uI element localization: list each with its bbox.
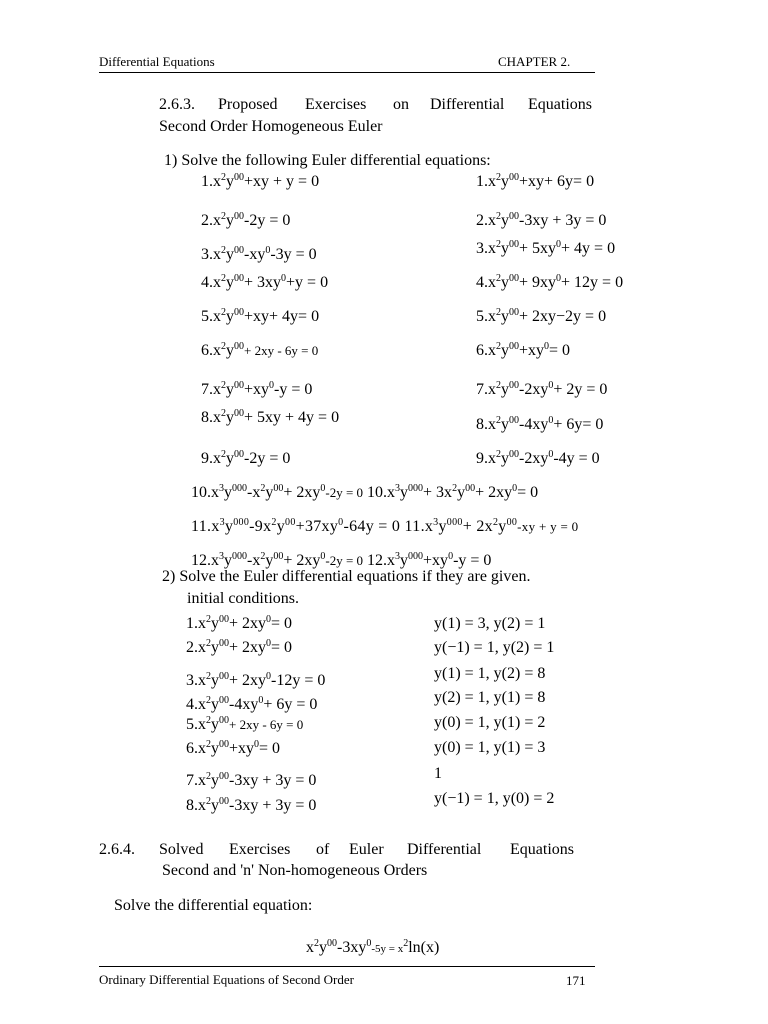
initial-conditions: 1	[434, 765, 442, 782]
initial-conditions: y(−1) = 1, y(2) = 1	[434, 639, 555, 656]
heading-word: of	[316, 841, 330, 858]
equation-line: $12.x^3y^{000}-x^2y^{00}+ 2xy^0-2y = 0$ $12.x^3y^{000}+xy^0-y = 0$	[191, 551, 492, 569]
main-equation: $x^2y^{00}-3xy^0-5y = x^2\ln(x)$	[306, 938, 440, 956]
initial-conditions: y(−1) = 1, y(0) = 2	[434, 790, 555, 807]
equation-item: $9.x^2y^{00}-2y = 0$	[201, 449, 291, 467]
exercise-prompt: 2) Solve the Euler differential equations if they are given.	[162, 568, 531, 585]
ivp-equation: $4.x^2y^{00}-4xy^0+ 6y = 0$	[186, 695, 318, 713]
equation-item: $5.x^2y^{00}+ 2xy-2y = 0$	[476, 307, 607, 325]
equation-item: $9.x^2y^{00}-2xy^0-4y = 0$	[476, 449, 600, 467]
heading-word: Euler	[349, 841, 384, 858]
equation-item: $6.x^2y^{00}+ 2xy - 6y = 0$	[201, 341, 319, 359]
exercise-prompt-continued: initial conditions.	[187, 590, 299, 607]
initial-conditions: y(0) = 1, y(1) = 2	[434, 714, 546, 731]
equation-line: $11.x^3y^{000}-9x^2y^{00}+37xy^0-64y = 0$ $11.x^3y^{000}+ 2x^2y^{00}-xy + y = 0$	[191, 517, 579, 535]
ivp-equation: $5.x^2y^{00}+ 2xy - 6y = 0$	[186, 715, 304, 733]
heading-word: Differential	[430, 96, 505, 113]
equation-item: $7.x^2y^{00}+xy^0-y = 0$	[201, 380, 313, 398]
equation-item: $2.x^2y^{00}-3xy + 3y = 0$	[476, 211, 607, 229]
equation-item: $3.x^2y^{00}-xy^0-3y = 0$	[201, 245, 317, 263]
equation-item: $7.x^2y^{00}-2xy^0+ 2y = 0$	[476, 380, 608, 398]
header-rule	[99, 72, 595, 73]
ivp-equation: $3.x^2y^{00}+ 2xy^0-12y = 0$	[186, 671, 326, 689]
equation-item: $8.x^2y^{00}-4xy^0+ 6y= 0$	[476, 415, 604, 433]
section-subtitle: Second and 'n' Non-homogeneous Orders	[162, 862, 428, 879]
running-header-chapter: CHAPTER 2.	[498, 54, 571, 69]
initial-conditions: y(2) = 1, y(1) = 8	[434, 689, 546, 706]
ivp-equation: $1.x^2y^{00}+ 2xy^0= 0$	[186, 614, 293, 632]
footer-rule	[99, 966, 595, 967]
heading-word: Proposed	[218, 96, 278, 113]
initial-conditions: y(1) = 1, y(2) = 8	[434, 665, 546, 682]
ivp-equation: $7.x^2y^{00}-3xy + 3y = 0$	[186, 771, 317, 789]
initial-conditions: y(0) = 1, y(1) = 3	[434, 739, 546, 756]
page-number: 171	[566, 973, 586, 988]
section-subtitle: Second Order Homogeneous Euler	[159, 118, 383, 135]
heading-word: on	[393, 96, 409, 113]
equation-item: $1.x^2y^{00}+xy + y = 0$	[201, 172, 320, 190]
heading-word: Differential	[407, 841, 482, 858]
heading-word: Solved	[159, 841, 204, 858]
equation-item: $2.x^2y^{00}-2y = 0$	[201, 211, 291, 229]
running-footer-title: Ordinary Differential Equations of Second Order	[99, 972, 354, 987]
equation-item: $6.x^2y^{00}+xy^0= 0$	[476, 341, 571, 359]
initial-conditions: y(1) = 3, y(2) = 1	[434, 615, 546, 632]
equation-item: $3.x^2y^{00}+ 5xy^0+ 4y = 0$	[476, 239, 616, 257]
solve-prompt: Solve the differential equation:	[114, 897, 313, 914]
running-header-title: Differential Equations	[99, 54, 215, 69]
ivp-equation: $8.x^2y^{00}-3xy + 3y = 0$	[186, 796, 317, 814]
section-number: 2.6.3.	[159, 96, 195, 113]
equation-line: $10.x^3y^{000}-x^2y^{00}+ 2xy^0-2y = 0$ $10.x^3y^{000}+ 3x^2y^{00}+ 2xy^0= 0$	[191, 483, 539, 501]
heading-word: Exercises	[305, 96, 367, 113]
equation-item: $1.x^2y^{00}+xy+ 6y= 0$	[476, 172, 595, 190]
equation-item: $4.x^2y^{00}+ 9xy^0+ 12y = 0$	[476, 273, 624, 291]
ivp-equation: $6.x^2y^{00}+xy^0= 0$	[186, 739, 281, 757]
equation-item: $5.x^2y^{00}+xy+ 4y= 0$	[201, 307, 320, 325]
ivp-equation: $2.x^2y^{00}+ 2xy^0= 0$	[186, 638, 293, 656]
heading-word: Equations	[510, 841, 574, 858]
section-number: 2.6.4.	[99, 841, 135, 858]
equation-item: $4.x^2y^{00}+ 3xy^0+y = 0$	[201, 273, 329, 291]
exercise-prompt: 1) Solve the following Euler differential equations:	[164, 152, 491, 169]
heading-word: Equations	[528, 96, 592, 113]
equation-item: $8.x^2y^{00}+ 5xy + 4y = 0$	[201, 408, 340, 426]
heading-word: Exercises	[229, 841, 291, 858]
